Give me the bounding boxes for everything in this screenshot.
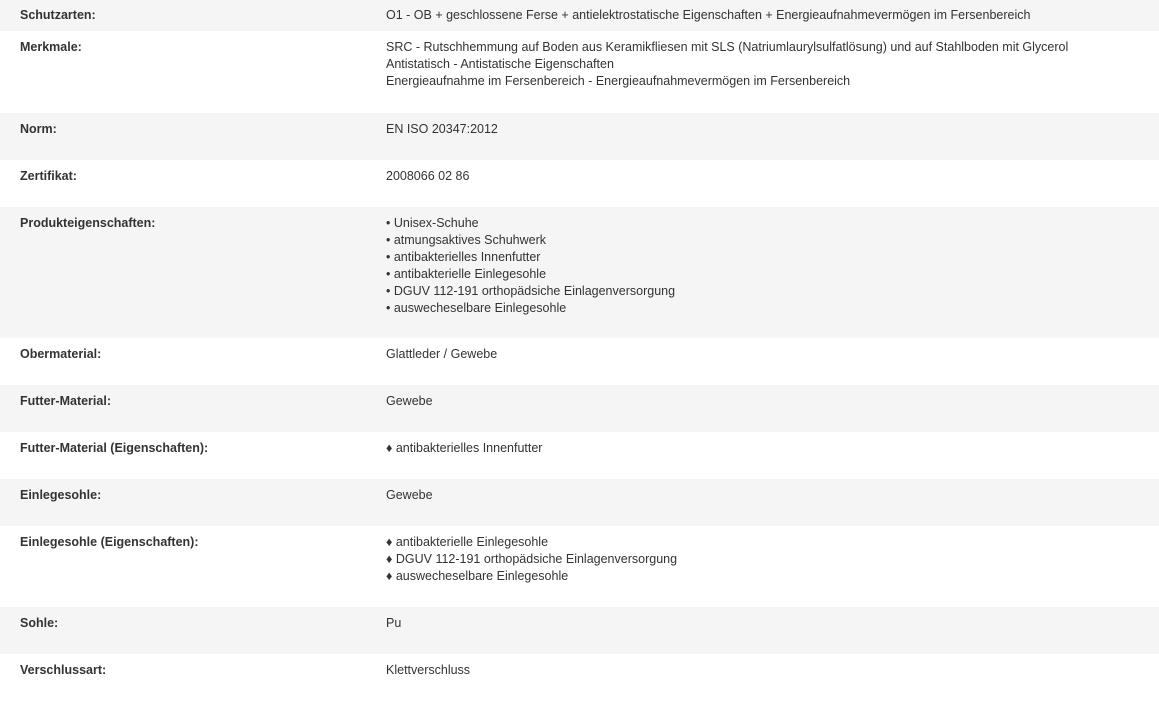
spec-row-merkmale: [0, 31, 1159, 113]
spec-label: Obermaterial:: [0, 338, 386, 385]
spec-label: Norm:: [0, 113, 386, 160]
spec-value: [386, 607, 1159, 654]
spec-value-line: ♦ antibakterielles Innenfutter: [386, 441, 543, 455]
spec-label: Einlegesohle:: [0, 479, 386, 526]
spec-label: Futter-Material:: [0, 385, 386, 432]
spec-label: Sohle:: [0, 607, 386, 654]
spec-value-line: • DGUV 112-191 orthopädsiche Einlagenversorgung: [386, 284, 676, 298]
spec-value-line: Energieaufnahme im Fersenbereich - Energieaufnahmevermögen im Fersenbereich: [386, 74, 851, 88]
spec-row-futter-material: [0, 385, 1159, 432]
spec-value-line: ♦ auswecheselbare Einlegesohle: [386, 569, 569, 583]
spec-value-line: ♦ antibakterielle Einlegesohle: [386, 535, 549, 549]
spec-value-line: 2008066 02 86: [386, 169, 470, 183]
spec-row-verschlussart: [0, 654, 1159, 701]
spec-value: [386, 113, 1159, 160]
spec-label: Schutzarten:: [0, 0, 386, 31]
spec-row-futter-material-eigenschaften: [0, 432, 1159, 479]
spec-row-einlegesohle-eigenschaften: [0, 526, 1159, 607]
spec-row-schutzarten: [0, 0, 1159, 31]
spec-value-line: Gewebe: [386, 488, 433, 502]
spec-value-line: Antistatisch - Antistatische Eigenschaften: [386, 57, 614, 71]
spec-row-einlegesohle: [0, 479, 1159, 526]
spec-value: [386, 654, 1159, 701]
spec-value: [386, 207, 1159, 338]
spec-row-zertifikat: [0, 160, 1159, 207]
spec-value: [386, 338, 1159, 385]
spec-value-line: • antibakterielle Einlegesohle: [386, 267, 547, 281]
spec-label: Verschlussart:: [0, 654, 386, 701]
spec-label: Einlegesohle (Eigenschaften):: [0, 526, 386, 607]
spec-label: Futter-Material (Eigenschaften):: [0, 432, 386, 479]
spec-value: [386, 479, 1159, 526]
spec-value-line: SRC - Rutschhemmung auf Boden aus Keramikfliesen mit SLS (Natriumlaurylsulfatlösung) und auf Stahlboden mit Glycerol: [386, 40, 1069, 54]
spec-value-line: Glattleder / Gewebe: [386, 347, 498, 361]
spec-row-norm: [0, 113, 1159, 160]
spec-value-line: EN ISO 20347:2012: [386, 122, 498, 136]
spec-row-produkteigenschaften: [0, 207, 1159, 338]
spec-value-line: • Unisex-Schuhe: [386, 216, 479, 230]
spec-value: [386, 385, 1159, 432]
spec-value-line: Pu: [386, 616, 402, 630]
spec-value-line: ♦ DGUV 112-191 orthopädsiche Einlagenversorgung: [386, 552, 678, 566]
spec-label: Zertifikat:: [0, 160, 386, 207]
spec-value: [386, 526, 1159, 607]
spec-row-sohle: [0, 607, 1159, 654]
spec-value: [386, 31, 1159, 113]
spec-value: [386, 0, 1159, 31]
spec-value-line: O1 - OB + geschlossene Ferse + antielektrostatische Eigenschaften + Energieaufnahmevermögen im Fersenbereich: [386, 8, 1031, 22]
spec-label: Produkteigenschaften:: [0, 207, 386, 338]
spec-value-line: Gewebe: [386, 394, 433, 408]
spec-value: [386, 160, 1159, 207]
spec-label: Merkmale:: [0, 31, 386, 113]
spec-value-line: • antibakterielles Innenfutter: [386, 250, 541, 264]
spec-value-line: • atmungsaktives Schuhwerk: [386, 233, 547, 247]
spec-value: [386, 432, 1159, 479]
spec-row-obermaterial: [0, 338, 1159, 385]
spec-value-line: • auswecheselbare Einlegesohle: [386, 301, 567, 315]
spec-value-line: Klettverschluss: [386, 663, 471, 677]
